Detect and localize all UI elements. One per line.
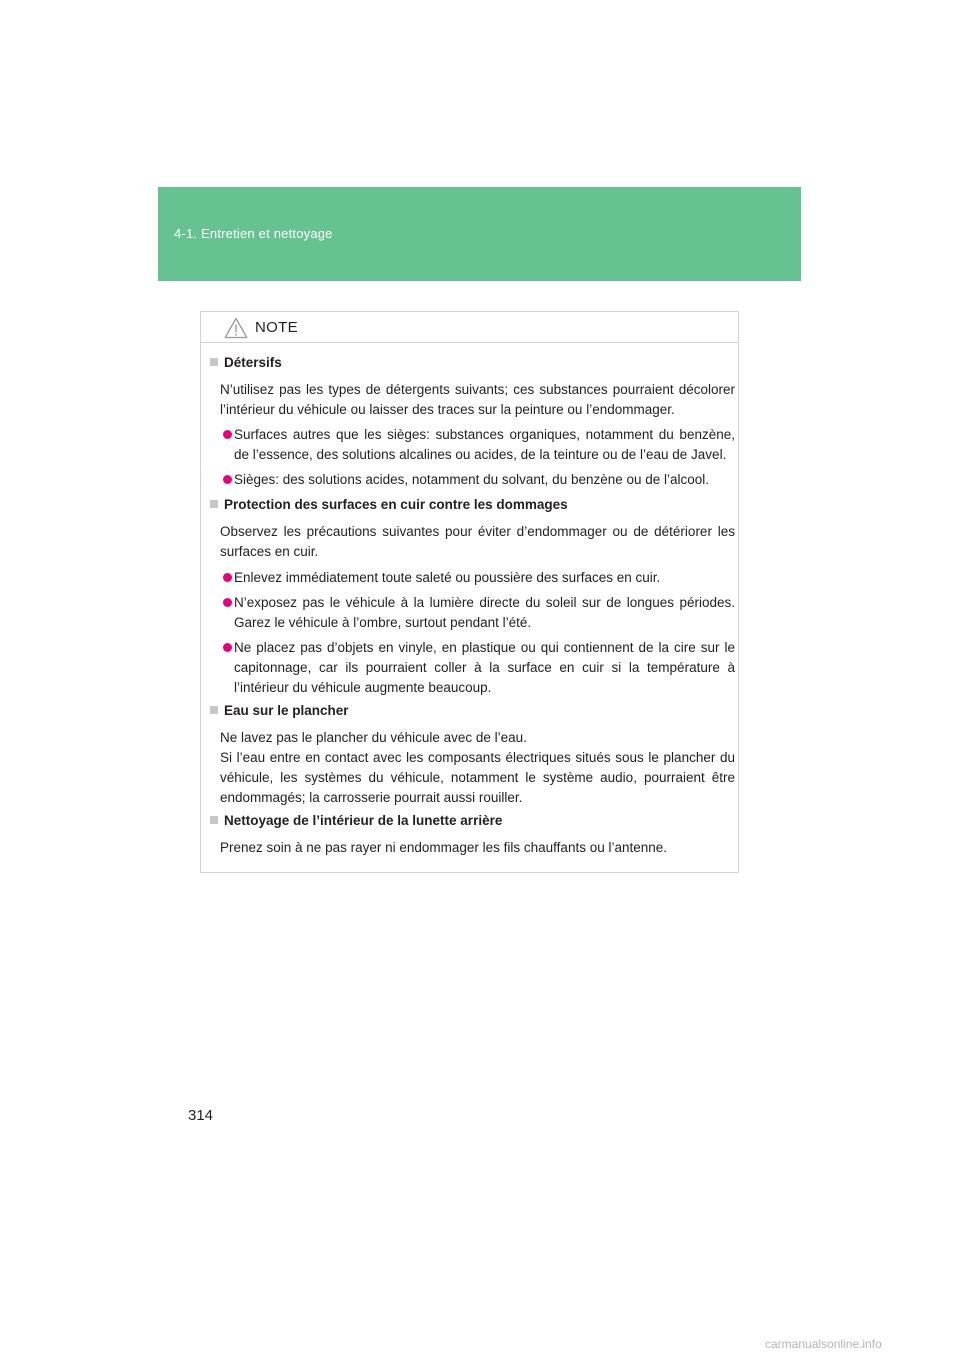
section-heading-text: Nettoyage de l’intérieur de la lunette arrière [224,813,503,828]
section-paragraph: Observez les précautions suivantes pour éviter d’endommager ou de détériorer les surfaces en cuir. [220,524,735,559]
note-box [200,311,739,873]
note-label: NOTE [255,319,298,336]
list-item [223,568,735,588]
paragraph-line: Ne lavez pas le plancher du véhicule avec de l’eau. [220,730,527,745]
round-bullet-icon [223,475,232,484]
section-title: 4-1. Entretien et nettoyage [174,226,333,241]
warning-triangle-icon [224,317,248,339]
round-bullet-icon [223,430,232,439]
watermark: carmanualsonline.info [765,1337,882,1351]
section-heading [210,703,349,718]
list-item-text: Surfaces autres que les sièges: substances organiques, notamment du benzène, de l’essence, des solutions alcalines ou acides, de la teinture ou de l’eau de Javel. [234,427,735,462]
square-bullet-icon [210,706,218,714]
section-heading-text: Protection des surfaces en cuir contre les dommages [224,497,568,512]
square-bullet-icon [210,358,218,366]
page-number: 314 [188,1107,214,1124]
list-item-text: N’exposez pas le véhicule à la lumière directe du soleil sur de longues périodes. Garez le véhicule à l’ombre, surtout pendant l’été. [234,595,735,630]
note-header [201,312,738,343]
list-item [223,593,735,633]
round-bullet-icon [223,598,232,607]
list-item [223,425,735,465]
paragraph-line: Si l’eau entre en contact avec les composants électriques situés sous le plancher du véhicule, les systèmes du véhicule, notamment le système audio, pourraient être endommagés; la carrosserie pourrait aussi rouiller. [220,750,735,805]
section-paragraph: Prenez soin à ne pas rayer ni endommager les fils chauffants ou l’antenne. [220,840,668,855]
square-bullet-icon [210,816,218,824]
square-bullet-icon [210,500,218,508]
section-paragraph: N’utilisez pas les types de détergents suivants; ces substances pourraient décolorer l’intérieur du véhicule ou laisser des traces sur la peinture ou l’endommager. [220,382,735,417]
list-item-text: Enlevez immédiatement toute saleté ou poussière des surfaces en cuir. [234,570,661,585]
round-bullet-icon [223,573,232,582]
section-heading [210,497,568,512]
round-bullet-icon [223,643,232,652]
list-item-text: Ne placez pas d’objets en vinyle, en plastique ou qui contiennent de la cire sur le capitonnage, car ils pourraient coller à la surface en cuir si la température à l’intérieur du véhicule augmente beaucoup. [234,640,735,695]
section-paragraph [220,728,735,808]
section-heading-text: Eau sur le plancher [224,703,349,718]
list-item [223,470,735,490]
section-heading [210,813,502,828]
list-item-text: Sièges: des solutions acides, notamment du solvant, du benzène ou de l’alcool. [234,472,710,487]
section-heading-text: Détersifs [224,355,282,370]
list-item [223,638,735,698]
section-header-band [158,187,801,281]
section-heading [210,355,282,370]
